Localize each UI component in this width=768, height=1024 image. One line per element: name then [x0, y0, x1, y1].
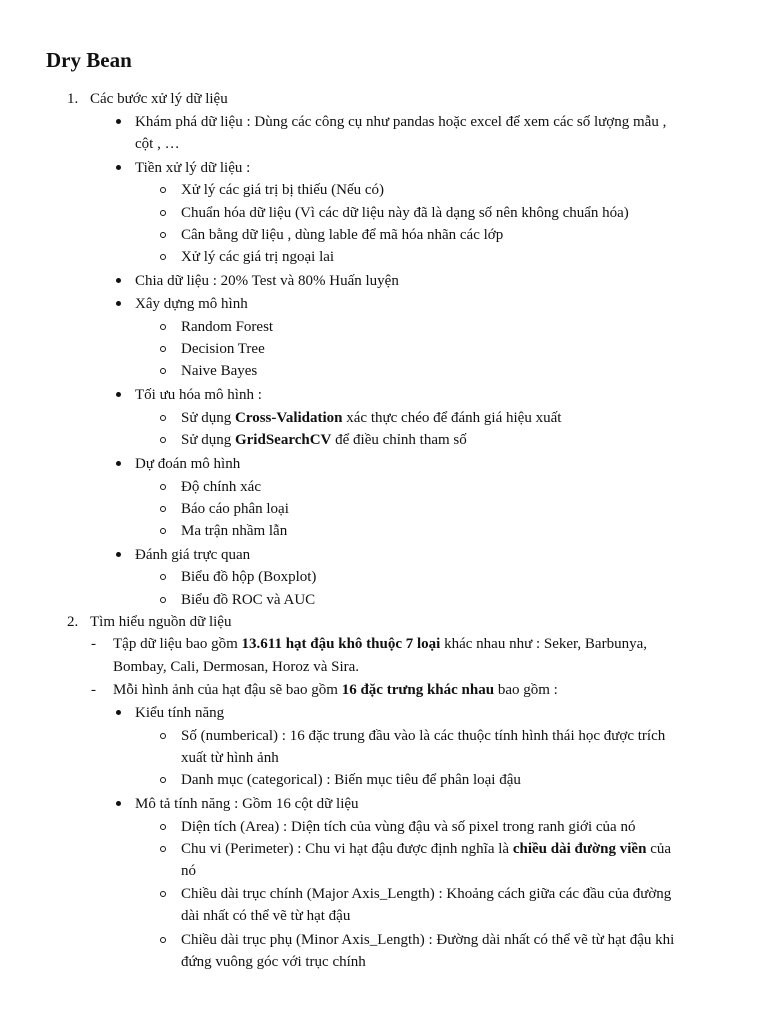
- circle-bullet-icon: [160, 210, 166, 216]
- circle-bullet-icon: [160, 346, 166, 352]
- bullet-icon: [116, 392, 121, 397]
- circle-bullet-icon: [160, 254, 166, 260]
- circle-bullet-icon: [160, 484, 166, 490]
- circle-bullet-icon: [160, 937, 166, 943]
- list-item: Mô tả tính năng : Gồm 16 cột dữ liệu: [135, 796, 359, 812]
- list-item: Tối ưu hóa mô hình :: [135, 387, 262, 403]
- section-heading: Các bước xử lý dữ liệu: [90, 91, 228, 107]
- bullet-icon: [116, 552, 121, 557]
- sub-list-item: Chiều dài trục chính (Major Axis_Length) : Khoảng cách giữa các đầu của đường: [181, 886, 672, 902]
- sub-list-item-continuation: nó: [181, 863, 196, 879]
- document-title: Dry Bean: [46, 48, 132, 72]
- circle-bullet-icon: [160, 506, 166, 512]
- circle-bullet-icon: [160, 528, 166, 534]
- sub-list-item-continuation: xuất từ hình ảnh: [181, 750, 279, 766]
- bullet-icon: [116, 461, 121, 466]
- sub-list-item: Xử lý các giá trị ngoại lai: [181, 249, 335, 265]
- sub-list-item: Naive Bayes: [181, 363, 258, 379]
- circle-bullet-icon: [160, 368, 166, 374]
- list-item: Khám phá dữ liệu : Dùng các công cụ như pandas hoặc excel để xem các số lượng mẫu ,: [135, 114, 667, 130]
- sub-list-item: Số (numberical) : 16 đặc trung đầu vào là các thuộc tính hình thái học được trích: [181, 728, 666, 744]
- bullet-icon: [116, 278, 121, 283]
- circle-bullet-icon: [160, 777, 166, 783]
- dash-bullet: -: [91, 682, 96, 698]
- gridsearchcv-term: GridSearchCV: [234, 432, 332, 448]
- sub-list-item-continuation: đứng vuông góc với trục chính: [181, 954, 366, 970]
- bullet-icon: [116, 801, 121, 806]
- section-heading: Tìm hiểu nguồn dữ liệu: [90, 614, 232, 630]
- bullet-icon: [116, 165, 121, 170]
- circle-bullet-icon: [160, 574, 166, 580]
- sub-list-item: Biểu đồ ROC và AUC: [181, 592, 316, 608]
- dataset-size-term: 13.611 hạt đậu khô thuộc 7 loại: [241, 636, 441, 652]
- sub-list-item: Chiều dài trục phụ (Minor Axis_Length) : Đường dài nhất có thể vẽ từ hạt đậu khi: [181, 932, 675, 948]
- sub-list-item: Sử dụng GridSearchCV để điều chỉnh tham số: [181, 432, 467, 448]
- list-item: Tiền xử lý dữ liệu :: [135, 160, 251, 176]
- sub-list-item: Xử lý các giá trị bị thiếu (Nếu có): [181, 182, 385, 198]
- sub-list-item: Random Forest: [181, 319, 274, 335]
- sub-list-item: Báo cáo phân loại: [181, 501, 289, 517]
- sub-list-item: Ma trận nhầm lẫn: [181, 523, 288, 539]
- sub-list-item: Decision Tree: [181, 341, 265, 357]
- bullet-icon: [116, 710, 121, 715]
- cross-validation-term: Cross-Validation: [234, 410, 343, 426]
- circle-bullet-icon: [160, 324, 166, 330]
- list-item: Tập dữ liệu bao gồm 13.611 hạt đậu khô thuộc 7 loại khác nhau như : Seker, Barbunya,: [113, 636, 647, 652]
- list-item-continuation: Bombay, Cali, Dermosan, Horoz và Sira.: [113, 659, 360, 675]
- circle-bullet-icon: [160, 232, 166, 238]
- sub-list-item: Chuẩn hóa dữ liệu (Vì các dữ liệu này đã là dạng số nên không chuẩn hóa): [181, 205, 629, 221]
- circle-bullet-icon: [160, 846, 166, 852]
- list-item: Xây dựng mô hình: [135, 296, 248, 312]
- circle-bullet-icon: [160, 597, 166, 603]
- bullet-icon: [116, 301, 121, 306]
- dash-bullet: -: [91, 636, 96, 652]
- circle-bullet-icon: [160, 415, 166, 421]
- circle-bullet-icon: [160, 733, 166, 739]
- circle-bullet-icon: [160, 824, 166, 830]
- list-item: Dự đoán mô hình: [135, 456, 241, 472]
- sub-list-item: Danh mục (categorical) : Biến mục tiêu để phân loại đậu: [181, 772, 521, 788]
- list-item-continuation: cột , …: [135, 136, 180, 152]
- list-item: Chia dữ liệu : 20% Test và 80% Huấn luyện: [135, 273, 399, 289]
- circle-bullet-icon: [160, 187, 166, 193]
- feature-count-term: 16 đặc trưng khác nhau: [341, 682, 495, 698]
- circle-bullet-icon: [160, 437, 166, 443]
- list-item: Mỗi hình ảnh của hạt đậu sẽ bao gồm 16 đặc trưng khác nhau bao gồm :: [113, 682, 558, 698]
- sub-list-item: Độ chính xác: [181, 479, 261, 495]
- section-number: 2.: [67, 614, 79, 630]
- sub-list-item-continuation: dài nhất có thể vẽ từ hạt đậu: [181, 908, 351, 924]
- sub-list-item: Biểu đồ hộp (Boxplot): [181, 569, 317, 585]
- sub-list-item: Cân bằng dữ liệu , dùng lable để mã hóa nhãn các lớp: [181, 227, 504, 243]
- sub-list-item: Chu vi (Perimeter) : Chu vi hạt đậu được định nghĩa là chiều dài đường viền của: [181, 841, 672, 857]
- perimeter-term: chiều dài đường viền: [512, 841, 647, 857]
- circle-bullet-icon: [160, 891, 166, 897]
- sub-list-item: Sử dụng Cross-Validation xác thực chéo để đánh giá hiệu xuất: [181, 410, 562, 426]
- sub-list-item: Diện tích (Area) : Diện tích của vùng đậu và số pixel trong ranh giới của nó: [181, 819, 636, 835]
- list-item: Kiểu tính năng: [135, 705, 225, 721]
- bullet-icon: [116, 119, 121, 124]
- list-item: Đánh giá trực quan: [135, 547, 251, 563]
- section-number: 1.: [67, 91, 79, 107]
